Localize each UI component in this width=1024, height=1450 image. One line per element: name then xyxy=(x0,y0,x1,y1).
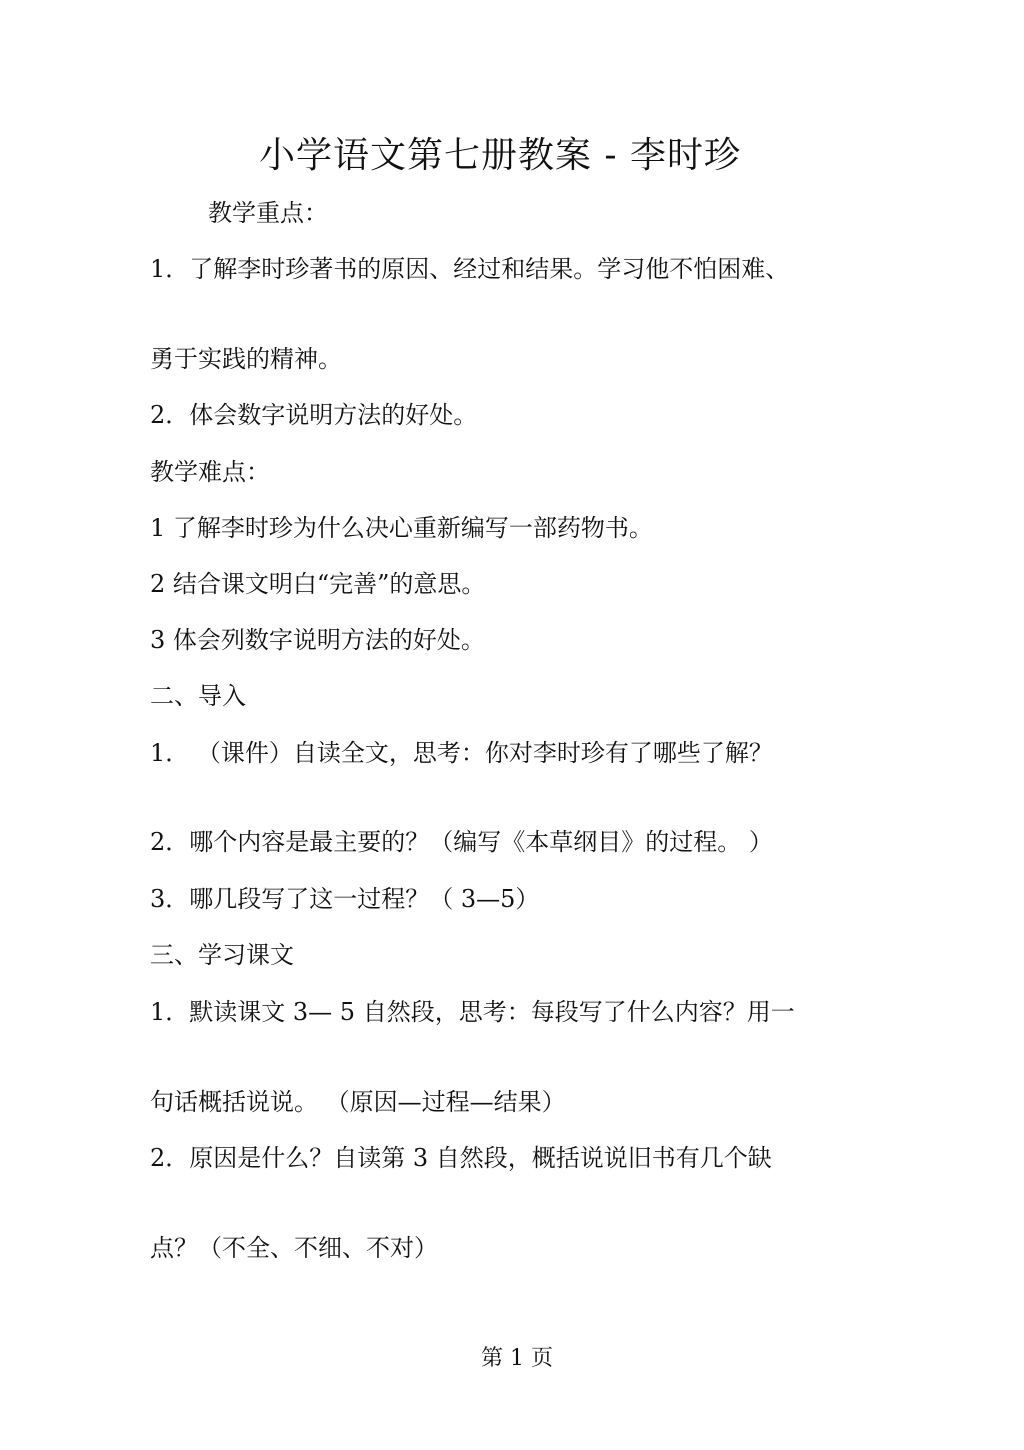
paragraph-line: 3 体会列数字说明方法的好处。 xyxy=(150,626,485,654)
paragraph-line: 2 结合课文明白“完善”的意思。 xyxy=(150,570,486,598)
paragraph-line: 1．默读课文 3— 5 自然段，思考：每段写了什么内容？用一 xyxy=(150,998,795,1026)
paragraph-line: 点？（不全、不细、不对） xyxy=(150,1234,438,1262)
section-heading-difficulties: 教学难点： xyxy=(150,458,270,486)
paragraph-line: 1．了解李时珍著书的原因、经过和结果。学习他不怕困难、 xyxy=(150,255,790,283)
paragraph-line: 1 了解李时珍为什么决心重新编写一部药物书。 xyxy=(150,514,653,542)
paragraph-line: 3．哪几段写了这一过程？（ 3—5） xyxy=(150,885,540,913)
page-title: 小学语文第七册教案 - 李时珍 xyxy=(258,135,742,176)
section-heading-intro: 二、导入 xyxy=(150,682,246,710)
page-number: 第 1 页 xyxy=(481,1346,553,1371)
paragraph-line: 句话概括说说。 （原因—过程—结果） xyxy=(150,1088,566,1116)
paragraph-line: 2．原因是什么？自读第 3 自然段，概括说说旧书有几个缺 xyxy=(150,1144,772,1172)
paragraph-line: 1． （课件）自读全文，思考：你对李时珍有了哪些了解？ xyxy=(150,739,773,767)
paragraph-line: 2．哪个内容是最主要的？（编写《本草纲目》的过程。 ） xyxy=(150,828,773,856)
section-heading-study: 三、学习课文 xyxy=(150,941,294,969)
paragraph-line: 2．体会数字说明方法的好处。 xyxy=(150,401,478,429)
paragraph-line: 勇于实践的精神。 xyxy=(150,345,342,373)
section-heading-key-points: 教学重点： xyxy=(208,199,328,227)
